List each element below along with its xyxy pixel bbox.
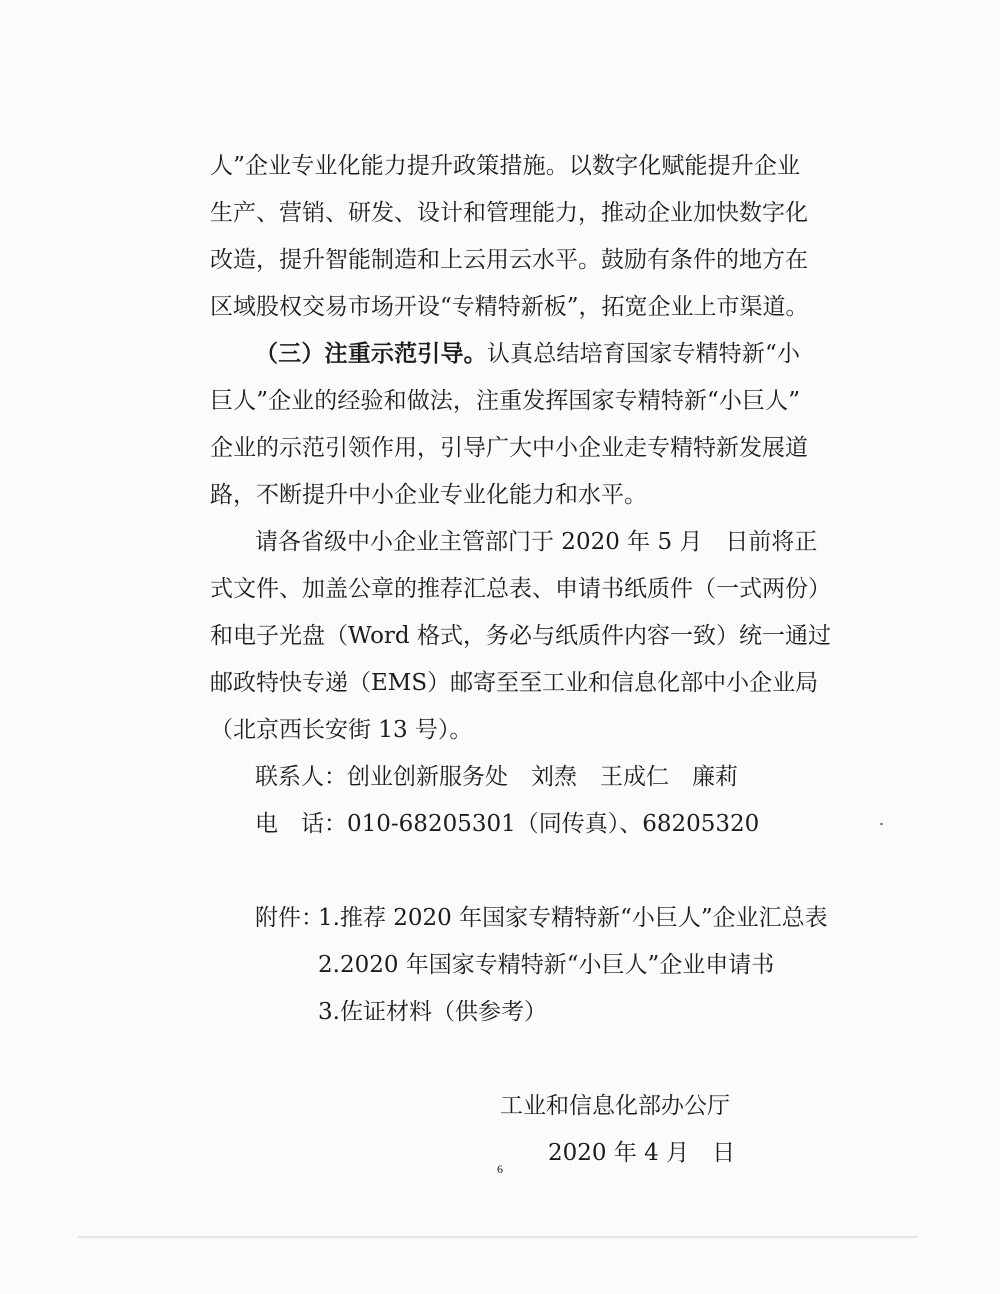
- scan-edge-line: [78, 1236, 918, 1238]
- scan-speck: [880, 823, 883, 825]
- contact-line: 联系人：创业创新服务处 刘焘 王成仁 廉莉: [255, 764, 738, 790]
- para2-line-2: 巨人”企业的经验和做法，注重发挥国家专精特新“小巨人”: [210, 388, 800, 414]
- para3-line-1: 请各省级中小企业主管部门于 2020 年 5 月 日前将正: [255, 529, 818, 555]
- attachment-item-2: 2.2020 年国家专精特新“小巨人”企业申请书: [318, 952, 775, 978]
- para1-line-4: 区域股权交易市场开设“专精特新板”，拓宽企业上市渠道。: [210, 294, 809, 320]
- para3-line-2: 式文件、加盖公章的推荐汇总表、申请书纸质件（一式两份）: [210, 576, 831, 602]
- issuer-name: 工业和信息化部办公厅: [500, 1093, 730, 1119]
- para3-line-3: 和电子光盘（Word 格式，务必与纸质件内容一致）统一通过: [210, 623, 831, 649]
- para1-line-3: 改造，提升智能制造和上云用云水平。鼓励有条件的地方在: [210, 247, 808, 273]
- para3-line-4: 邮政特快专递（EMS）邮寄至至工业和信息化部中小企业局: [210, 670, 819, 696]
- para2-line-3: 企业的示范引领作用，引导广大中小企业走专精特新发展道: [210, 435, 808, 461]
- attachment-item-1: 1.推荐 2020 年国家专精特新“小巨人”企业汇总表: [318, 905, 828, 931]
- para2-heading: （三）注重示范引导。: [255, 340, 487, 367]
- attachment-item-3: 3.佐证材料（供参考）: [318, 999, 547, 1025]
- phone-line: 电 话：010-68205301（同传真）、68205320: [255, 811, 760, 837]
- para1-line-1: 人”企业专业化能力提升政策措施。以数字化赋能提升企业: [210, 153, 800, 179]
- para3-line-5: （北京西长安街 13 号）。: [210, 717, 473, 743]
- attachments-label: 附件：: [255, 905, 324, 931]
- page-number: 6: [497, 1162, 503, 1176]
- para2-line-4: 路，不断提升中小企业专业化能力和水平。: [210, 482, 647, 508]
- para2-first-line: [255, 334, 800, 374]
- para2-line-1: 认真总结培育国家专精特新“小: [486, 341, 800, 367]
- issue-date: 2020 年 4 月 日: [548, 1140, 736, 1166]
- para1-line-2: 生产、营销、研发、设计和管理能力，推动企业加快数字化: [210, 200, 808, 226]
